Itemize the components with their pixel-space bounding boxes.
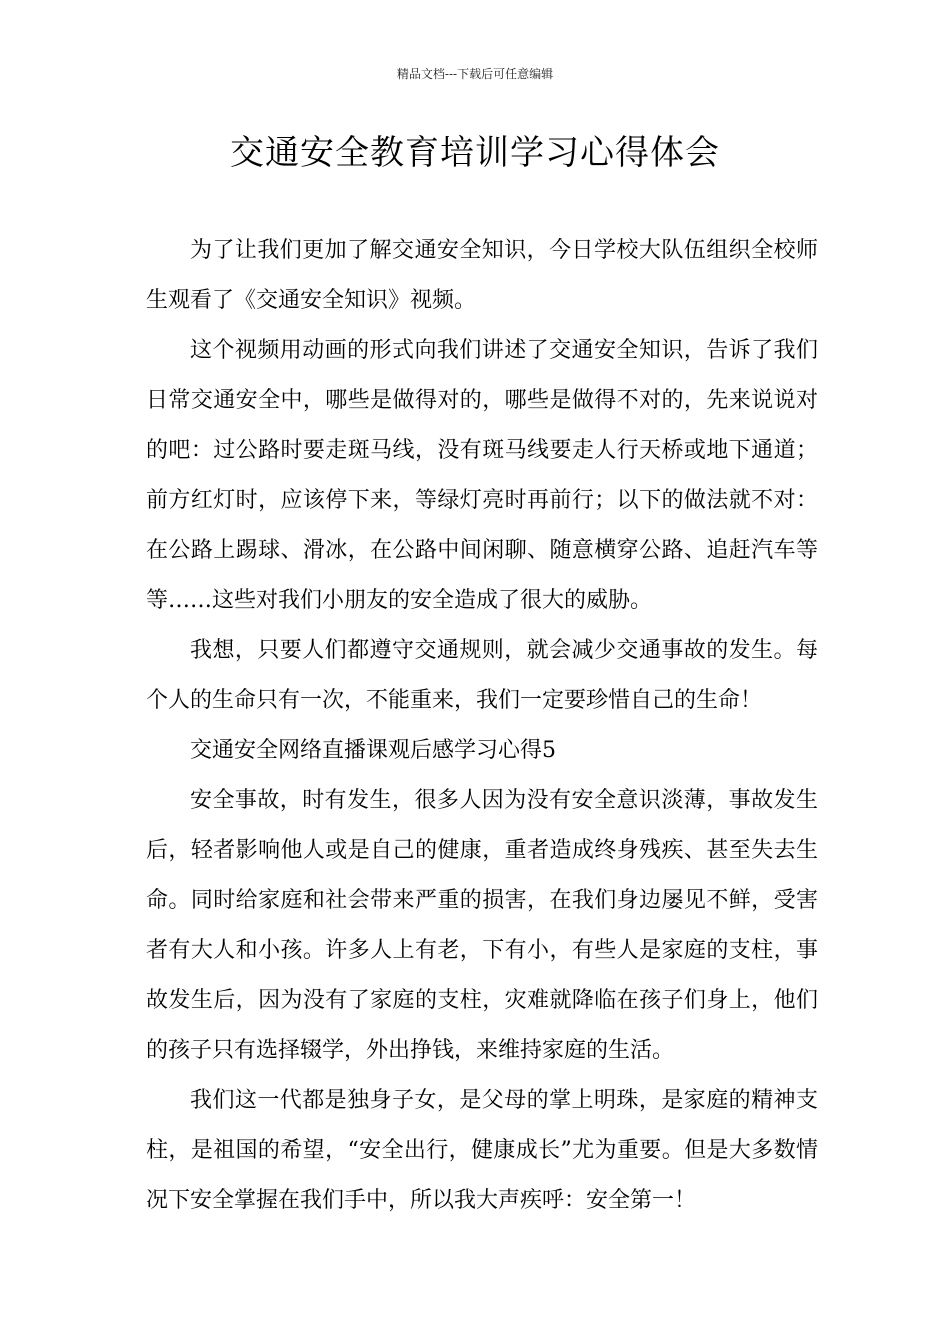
paragraph-2: 这个视频用动画的形式向我们讲述了交通安全知识，告诉了我们日常交通安全中，哪些是做得对的，哪些是做得不对的，先来说说对的吧：过公路时要走斑马线，没有斑马线要走人行天桥或地下通道；前方红灯时，应该停下来，等绿灯亮时再前行；以下的做法就不对：在公路上踢球、滑冰，在公路中间闲聊、随意横穿公路、追赶汽车等等……这些对我们小朋友的安全造成了很大的威胁。 [146, 338, 818, 613]
document-title: 交通安全教育培训学习心得体会 [230, 133, 720, 173]
document-body [146, 226, 818, 1226]
section-heading: 交通安全网络直播课观后感学习心得5 [190, 738, 556, 763]
paragraph-4: 安全事故，时有发生，很多人因为没有安全意识淡薄，事故发生后，轻者影响他人或是自己的健康，重者造成终身残疾、甚至失去生命。同时给家庭和社会带来严重的损害，在我们身边屡见不鲜，受害者有大人和小孩。许多人上有老，下有小，有些人是家庭的支柱，事故发生后，因为没有了家庭的支柱，灾难就降临在孩子们身上，他们的孩子只有选择辍学，外出挣钱，来维持家庭的生活。 [146, 788, 818, 1063]
paragraph-1: 为了让我们更加了解交通安全知识，今日学校大队伍组织全校师生观看了《交通安全知识》视频。 [146, 238, 818, 313]
header-note: 精品文档---下载后可任意编辑 [396, 67, 554, 81]
paragraph-5: 我们这一代都是独身子女，是父母的掌上明珠，是家庭的精神支柱，是祖国的希望，“安全出行，健康成长”尤为重要。但是大多数情况下安全掌握在我们手中，所以我大声疾呼：安全第一！ [146, 1088, 818, 1213]
paragraph-3: 我想，只要人们都遵守交通规则，就会减少交通事故的发生。每个人的生命只有一次，不能重来，我们一定要珍惜自己的生命！ [146, 638, 818, 713]
